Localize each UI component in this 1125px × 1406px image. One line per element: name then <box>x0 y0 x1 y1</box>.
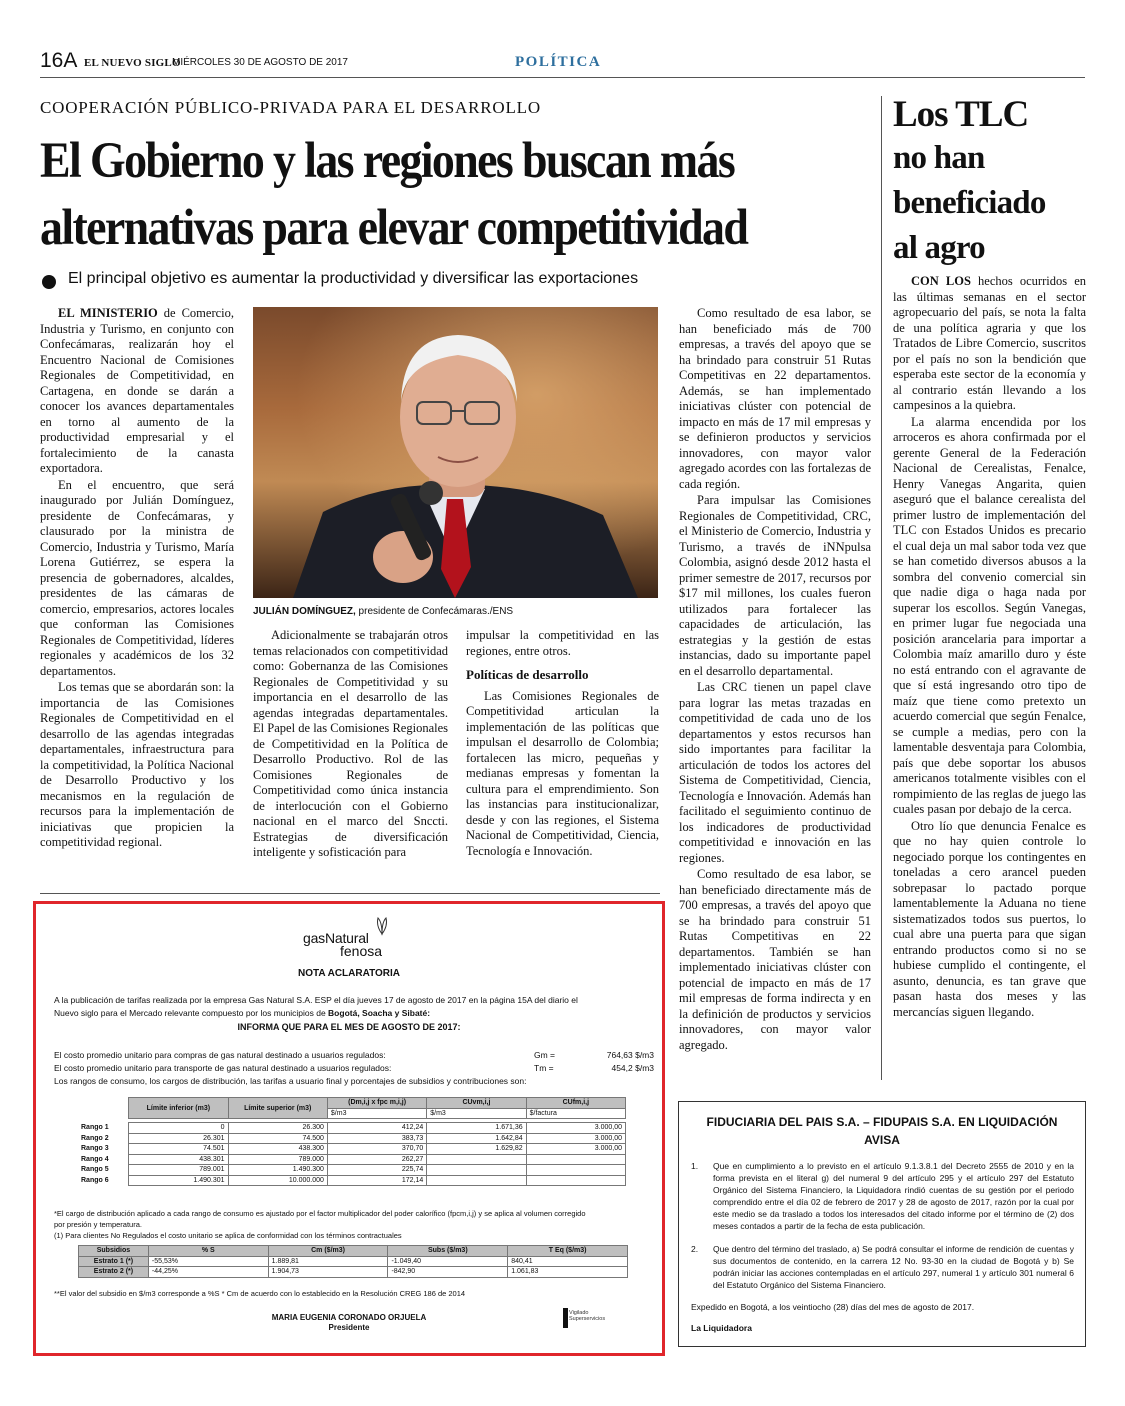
notice-intro <box>54 994 654 1020</box>
unit-cell: $/m3 <box>327 1108 426 1119</box>
table-row <box>78 1133 626 1144</box>
paragraph: Las Comisiones Regionales de Competitividad articulan la implementación de las políticas que impulsan el desarrollo de Colombia; fortalecen las micro, pequeñas y medianas empresas y fomentan la cultura para el emprendimiento. Son las instancias para institucionalizar, desde y con las regiones, el Sistema Nacional de Competitividad, Ciencia, Tecnología e Innovación. <box>466 688 659 858</box>
cell: 0 <box>129 1123 228 1134</box>
cell: 438.300 <box>228 1144 327 1155</box>
unit-cell: $/m3 <box>427 1108 526 1119</box>
signer-role: Presidente <box>328 1323 370 1332</box>
caption-text: presidente de Confecámaras./ENS <box>355 606 514 617</box>
row-label: Rango 5 <box>81 1166 109 1174</box>
signer-name: MARIA EUGENIA CORONADO ORJUELA <box>271 1313 427 1322</box>
row-label: Rango 2 <box>81 1134 109 1142</box>
fidu-title: FIDUCIARIA DEL PAIS S.A. – FIDUPAIS S.A. EN LIQUIDACIÓN <box>706 1115 1058 1129</box>
article-subhead: El principal objetivo es aumentar la productividad y diversificar las exportaciones <box>68 270 639 287</box>
logo-text: fenosa <box>340 943 383 959</box>
paragraph: Otro lío que denuncia Fenalce es que no hay quien controle lo negociado porque los contingentes en toneladas a cero arancel pueden sobrepasar lo pactado porque lamentablemente la Aduana no tiene sistematizados todos sus puertos, lo cual abre una puerta para que sigan entrando productos como si no se hubiese cumplido el contingente, el asunto, denuncia, es tan grave que pasan hasta dos meses y las mercancías siguen llegando. <box>893 818 1086 1019</box>
article-headline <box>40 128 787 262</box>
table-row <box>78 1165 626 1176</box>
paragraph <box>40 306 234 477</box>
paragraph: En el encuentro, que será inaugurado por Julián Domínguez, presidente de Confecámaras, y clausurado por la ministra de Comercio, Industria y Turismo, María Lorena Gutiérrez, se espera la presencia de gobernadores, alcaldes, presidentes de las cámaras de comercio, empresarios, actores locales que conforman las Comisiones Regionales de Competitividad, líderes regionales y académicos de los 32 departamentos. <box>40 477 234 678</box>
intro-text: Nuevo siglo para el Mercado relevante compuesto por los municipios de <box>54 1008 329 1018</box>
fiduciaria-notice <box>678 1101 1086 1347</box>
cell: 262,27 <box>327 1154 426 1165</box>
paragraph: Como resultado de esa labor, se han beneficiado más de 700 empresas, a través del apoyo que se ha brindado para construir 51 Rutas Competitivas en 22 departamentos. Además, se han implementado iniciativas clúster con potencial de impacto en más de 17 mil empresas y se definieron productos y servicios innovadores, con mayor valor agregado acordes con las fortalezas de cada región. <box>679 306 871 491</box>
cell: 1.490.300 <box>228 1165 327 1176</box>
column-header: Subsidios <box>79 1246 149 1257</box>
newspaper-name: EL NUEVO SIGLO <box>84 57 181 69</box>
fidu-expedido: Expedido en Bogotá, a los veintiocho (28) días del mes de agosto de 2017. <box>691 1302 975 1312</box>
notice-informa: INFORMA QUE PARA EL MES DE AGOSTO DE 2017: <box>237 1022 461 1032</box>
row-label: Estrato 2 (*) <box>79 1267 149 1278</box>
gm-symbol: Gm = <box>534 1050 556 1060</box>
row-label: Rango 4 <box>81 1155 109 1163</box>
gas-natural-logo <box>303 932 382 958</box>
side-article-title <box>893 94 1093 271</box>
side-article-body <box>893 274 1086 1021</box>
paragraph: Adicionalmente se trabajarán otros temas relacionados con competitividad como: Gobernanza de las Comisiones Regionales de Competitividad y su importancia en el desarrollo de las agendas integradas departamentales. El Papel de las Comisiones Regionales de Competitividad en la Política de Desarrollo Productivo. Rol de las Comisiones Regionales de Competitividad como única instancia de interlocución con el Gobierno nacional en el marco del Snccti. Estrategias de diversificación inteligente y sofisticación para <box>253 628 448 859</box>
article-column-1 <box>40 306 234 852</box>
notice-title: NOTA ACLARATORIA <box>297 968 401 979</box>
cell: 74.500 <box>228 1133 327 1144</box>
item-text: Que dentro del término del traslado, a) Se podrá consultar el informe de rendición de cuentas y sus documentos de contenido, en la carrera 12 No. 93-30 en la ciudad de Bogotá y b) Se podrán iniciar las acciones contempladas en el artículo 297, numeral 1 y artículo 301 numeral 6 del Estatuto Orgánico del Sistema Financiero. <box>713 1244 1074 1290</box>
intro-line <box>54 1007 654 1020</box>
column-header: Subs ($/m3) <box>388 1246 508 1257</box>
bullet-icon <box>42 275 56 289</box>
row-label: Rango 6 <box>81 1176 109 1184</box>
article-column-4 <box>679 306 871 1054</box>
column-header: T Eq ($/m3) <box>508 1246 628 1257</box>
column-header: % S <box>148 1246 268 1257</box>
side-title-line: no han <box>893 140 985 176</box>
column-header: Cm ($/m3) <box>268 1246 388 1257</box>
section-name: POLÍTICA <box>515 54 602 70</box>
article-kicker: COOPERACIÓN PÚBLICO-PRIVADA PARA EL DESARROLLO <box>40 98 541 117</box>
table-row <box>78 1144 626 1155</box>
cell: 383,73 <box>327 1133 426 1144</box>
row-label: Estrato 1 (*) <box>79 1256 149 1267</box>
side-title-line: Los TLC <box>893 94 1029 135</box>
paragraph: Como resultado de esa labor, se han beneficiado directamente más de 700 empresas, a través del apoyo que se ha brindado para construir 51 Rutas Competitivas en 22 departamentos. También se han implementado iniciativas clúster con potencial de impacto en más de 17 mil empresas de forma indirecta y en la definición de productos y servicios innovadores, con mayor valor agregado. <box>679 867 871 1052</box>
vigilado-text: Vigilado <box>569 1310 589 1316</box>
tm-value: 454,2 $/m3 <box>611 1063 654 1073</box>
cell: 370,70 <box>327 1144 426 1155</box>
cell: -44,25% <box>148 1267 268 1278</box>
cell: 74.501 <box>129 1144 228 1155</box>
row-label: Rango 3 <box>81 1145 109 1153</box>
cell: 789.001 <box>129 1165 228 1176</box>
headline-line: El Gobierno y las regiones buscan más <box>40 133 735 189</box>
intro-municipalities: Bogotá, Soacha y Sibaté: <box>328 1008 431 1018</box>
page-number: 16A <box>40 49 78 72</box>
cell: 26.300 <box>228 1123 327 1134</box>
paragraph: Para impulsar las Comisiones Regionales de Competitividad, CRC, el Ministerio de Comercio, Industria y Turismo, a través de iNNpulsa Colombia, asignó desde 2012 hasta el primer semestre de 2017, recursos por $17 mil millones, los cuales fueron utilizados para fortalecer las capacidades de articulación, las estrategias y la gestión de estas instancias, dado su importante papel en el desarrollo departamental. <box>679 493 871 678</box>
fidu-item-2 <box>691 1243 1074 1291</box>
cell: 412,24 <box>327 1123 426 1134</box>
column-divider <box>881 96 882 1080</box>
note-line: (1) Para clientes No Regulados el costo unitario se aplica de conformidad con los términos contractuales <box>54 1231 402 1240</box>
gm-label: El costo promedio unitario para compras de gas natural destinado a usuarios regulados: <box>54 1050 386 1060</box>
paragraph-text: de Comercio, Industria y Turismo, en conjunto con Confecámaras, realizarán hoy el Encuentro Nacional de Comisiones Regionales de Competitividad, en Cartagena, en donde se darán a conocer los avances departamentales en torno al aumento de la productividad empresarial y el fortalecimiento de la canasta exportadora. <box>40 306 234 475</box>
cell: 1.061,83 <box>508 1267 628 1278</box>
row-label: Rango 1 <box>81 1124 109 1132</box>
distribution-note <box>54 1208 654 1241</box>
cell: 26.301 <box>129 1133 228 1144</box>
item-number: 2. <box>691 1244 699 1254</box>
fidu-signer: La Liquidadora <box>691 1323 752 1333</box>
cell: 789.000 <box>228 1154 327 1165</box>
gm-row <box>54 1050 654 1062</box>
article-column-2 <box>253 628 448 862</box>
article-photo <box>253 307 658 598</box>
side-title-line: al agro <box>893 230 985 266</box>
tm-row <box>54 1063 654 1075</box>
lead-words: CON LOS <box>911 274 971 288</box>
fidu-subtitle: AVISA <box>864 1133 900 1147</box>
note-line: por presión y temperatura. <box>54 1220 142 1229</box>
rates-table <box>78 1097 626 1186</box>
cell: 438.301 <box>129 1154 228 1165</box>
table-row <box>78 1175 626 1186</box>
table-header-row <box>78 1098 626 1109</box>
note-line: *El cargo de distribución aplicado a cada rango de consumo es ajustado por el factor multiplicador del poder calorífico (fpcm,i,j) y se aplica al volumen corregido <box>54 1209 586 1218</box>
cell: 840,41 <box>508 1256 628 1267</box>
rangos-intro <box>54 1076 654 1088</box>
photo-caption <box>253 606 513 617</box>
tm-label: El costo promedio unitario para transporte de gas natural destinado a usuarios regulados: <box>54 1063 392 1073</box>
cell <box>427 1175 526 1186</box>
paragraph: Las CRC tienen un papel clave para lograr las metas trazadas en competitividad de cada uno de los departamentos y estos recursos han sido importantes para facilitar la articulación de todos los actores del Sistema de Competitividad, Ciencia, Tecnología e Innovación. Además han facilitado el seguimiento continuo de los indicadores de productividad competitividad e innovación en las regiones. <box>679 680 871 865</box>
gas-natural-notice <box>33 901 665 1356</box>
cell: -842,90 <box>388 1267 508 1278</box>
table-row <box>79 1256 628 1267</box>
cell: -1.049,40 <box>388 1256 508 1267</box>
paragraph-text: hechos ocurridos en las últimas semanas en el sector agropecuario del país, se nota la falta de una política agraria y que los Tratados de Libre Comercio, suscritos por el país no son la bendición que esperaba este sector de la economía y al contrario están llevando a los campesinos a la quiebra. <box>893 274 1086 412</box>
cell: 3.000,00 <box>526 1144 625 1155</box>
rangos-intro-text: Los rangos de consumo, los cargos de distribución, las tarifas a usuario final y porcentajes de subsidios y contribuciones son: <box>54 1076 527 1086</box>
vigilado-label <box>569 1310 605 1322</box>
caption-name: JULIÁN DOMÍNGUEZ, <box>253 606 356 617</box>
lead-words: EL MINISTERIO <box>58 306 158 320</box>
column-header: CUfm,i,j <box>526 1098 625 1109</box>
paragraph: Los temas que se abordarán son: la importancia de las Comisiones Regionales de Competitividad en el desarrollo de las agendas integradas departamentales, infraestructura para la competitividad, la Política Nacional de Desarrollo Productivo y los mecanismos en la regulación de recursos para la implementación de iniciativas que propicien la competitividad regional. <box>40 680 234 849</box>
tm-symbol: Tm = <box>534 1063 554 1073</box>
cell: 10.000.000 <box>228 1175 327 1186</box>
column-header: (Dm,i,j x fpc m,i,j) <box>327 1098 426 1109</box>
item-number: 1. <box>691 1161 699 1171</box>
cell: 1.642,84 <box>427 1133 526 1144</box>
vigilado-text: Superservicios <box>569 1316 606 1322</box>
logo-text: gasNatural <box>303 930 369 946</box>
section-divider <box>40 893 660 894</box>
cell <box>526 1175 625 1186</box>
cell: -55,53% <box>148 1256 268 1267</box>
column-header: Límite superior (m3) <box>228 1098 327 1119</box>
page-header <box>40 48 1085 78</box>
cell: 1.490.301 <box>129 1175 228 1186</box>
cell: 1.904,73 <box>268 1267 388 1278</box>
paragraph <box>893 274 1086 414</box>
fidu-item-1 <box>691 1160 1074 1232</box>
cell: 225,74 <box>327 1165 426 1176</box>
cell: 172,14 <box>327 1175 426 1186</box>
cell <box>427 1154 526 1165</box>
article-column-3 <box>466 628 659 860</box>
unit-cell: $/factura <box>526 1108 625 1119</box>
subsidy-note: **El valor del subsidio en $/m3 corresponde a %S * Cm de acuerdo con lo establecido en la Resolución CREG 186 de 2014 <box>54 1289 466 1298</box>
superservicios-logo-icon <box>563 1308 568 1328</box>
table-row <box>79 1267 628 1278</box>
cell <box>526 1154 625 1165</box>
cell: 1.889,81 <box>268 1256 388 1267</box>
gm-value: 764,63 $/m3 <box>606 1050 654 1060</box>
headline-line: alternativas para elevar competitividad <box>40 200 748 256</box>
cell: 3.000,00 <box>526 1123 625 1134</box>
column-header: CUvm,i,j <box>427 1098 526 1109</box>
cell: 1.629,82 <box>427 1144 526 1155</box>
column-header: Límite inferior (m3) <box>129 1098 228 1119</box>
cell <box>526 1165 625 1176</box>
side-title-line: beneficiado <box>893 185 1046 221</box>
item-text: Que en cumplimiento a lo previsto en el artículo 9.1.3.8.1 del Decreto 2555 de 2010 y en la forma prevista en el literal g) del numeral 9 del artículo 295 y el artículo 297 del Estatuto Orgánico del Sistema Financiero, la Liquidadora rindió cuentas de su gestión por el periodo comprendido entre el día 02 de febrero de 2017 y 28 de agosto de 2017, razón por la cual por este medio se da traslado a todos los interesados del citado informe por el término de (2) dos meses contados a partir de la fecha de esta publicación. <box>713 1161 1074 1231</box>
table-row <box>78 1154 626 1165</box>
intro-line: A la publicación de tarifas realizada por la empresa Gas Natural S.A. ESP el día jueves 17 de agosto de 2017 en la página 15A del diario el <box>54 995 578 1005</box>
column-subheading: Políticas de desarrollo <box>466 667 589 682</box>
paragraph: impulsar la competitividad en las regiones, entre otros. <box>466 628 659 658</box>
table-header-row <box>79 1246 628 1257</box>
subsidies-table <box>78 1245 628 1278</box>
cell: 3.000,00 <box>526 1133 625 1144</box>
cell <box>427 1165 526 1176</box>
cell: 1.671,36 <box>427 1123 526 1134</box>
issue-date: MIÉRCOLES 30 DE AGOSTO DE 2017 <box>172 57 348 68</box>
paragraph: La alarma encendida por los arroceros es ahora confirmada por el gerente General de la Federación Nacional de Cerealistas, Fenalce, Henry Vanegas Angarita, quien aseguró que el balance cerealista del primer lustro de implementación del TLC con Estados Unidos es precario el cual deja un mal sabor toda vez que se han cometido diversos abusos a la sombra del convenio comercial sin que nadie diga o haga nada por superar los escollos. Según Vanegas, en primer lugar fue negociada una posición arancelaria para importar a Colombia maíz amarillo duro y éste no está entrando con el agravante de que sí está ingresando otro tipo de maíz que tiene como pretexto un acuerdo comercial que según Fenalce, se cumple a medias, pero con la lamentable desventaja para Colombia, país que debe soportar los abusos americanos totalmente visibles con el rompimiento de las reglas de juego las cuales pasan por debajo de la cerca. <box>893 414 1086 816</box>
table-row <box>78 1123 626 1134</box>
